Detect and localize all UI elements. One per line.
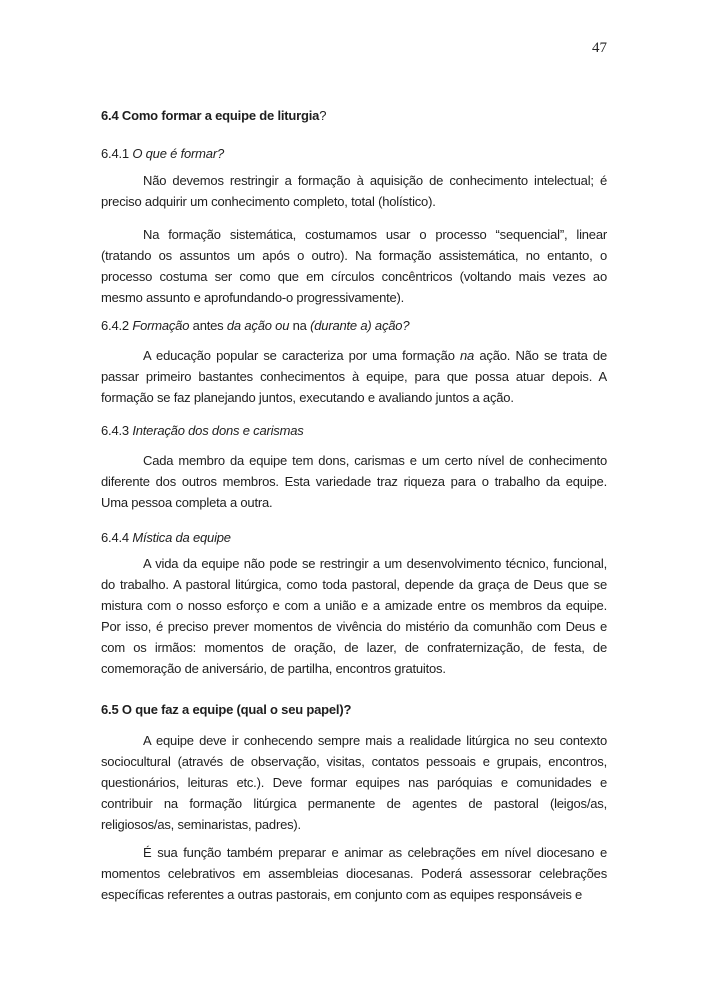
text-run: A equipe deve ir conhecendo sempre mais a realidade litúrgica no seu contexto xyxy=(143,733,607,748)
text-run: mesmo assunto e aprofundando-o progressivamente). xyxy=(101,290,405,305)
paragraph-team-role xyxy=(101,730,607,835)
paragraph-line xyxy=(101,492,607,513)
text-run: A educação popular se caracteriza por uma formação xyxy=(143,348,461,363)
text-run: com os irmãos: momentos de oração, de lazer, de confraternização, de festa, de xyxy=(101,640,607,655)
text-run: (durante a) ação? xyxy=(310,318,410,333)
subsection-heading-6-4-4 xyxy=(101,527,607,548)
text-run: Interação dos dons e carismas xyxy=(132,423,304,438)
paragraph-line xyxy=(101,450,607,471)
text-run: 6.4 Como formar a equipe de liturgia xyxy=(101,108,320,123)
section-heading-6-4 xyxy=(101,105,607,126)
paragraph-line xyxy=(101,658,607,679)
paragraph-line xyxy=(101,884,607,905)
paragraph-line xyxy=(101,191,607,212)
paragraph-gifts-charisms xyxy=(101,450,607,513)
paragraph-formation-intellectual xyxy=(101,170,607,212)
text-run: na xyxy=(289,318,311,333)
paragraph-line xyxy=(101,553,607,574)
text-run: antes xyxy=(189,318,227,333)
text-run: momentos celebrativos em assembleias diocesanas. Poderá assessorar celebrações xyxy=(101,866,607,881)
subsection-heading-6-4-2 xyxy=(101,315,607,336)
text-run: A vida da equipe não pode se restringir a um desenvolvimento técnico, funcional, xyxy=(143,556,607,571)
paragraph-line xyxy=(101,751,607,772)
text-run: na xyxy=(460,348,475,363)
text-run: formação se faz planejando juntos, executando e avaliando juntos a ação. xyxy=(101,390,514,405)
paragraph-line xyxy=(101,345,607,366)
paragraph-systematic-formation xyxy=(101,224,607,308)
text-run: processo costuma ser como que em círculos concêntricos (voltando mais vezes ao xyxy=(101,269,607,284)
paragraph-line xyxy=(101,170,607,191)
text-run: Cada membro da equipe tem dons, carismas e um certo nível de conhecimento xyxy=(143,453,607,468)
paragraph-line xyxy=(101,366,607,387)
paragraph-line xyxy=(101,793,607,814)
paragraph-team-mystique xyxy=(101,553,607,679)
paragraph-line xyxy=(101,574,607,595)
text-run: da ação ou xyxy=(226,318,290,333)
paragraph-line xyxy=(101,842,607,863)
text-run: contribuir na formação litúrgica permanente de agentes de pastoral (leigos/as, xyxy=(101,796,607,811)
text-run: 6.4.2 xyxy=(101,318,133,333)
text-run: comemoração de aniversário, de partilha, encontros gratuitos. xyxy=(101,661,446,676)
paragraph-line xyxy=(101,814,607,835)
paragraph-line xyxy=(101,730,607,751)
text-run: (tratando os assuntos um após o outro). Na formação assistemática, no entanto, o xyxy=(101,248,607,263)
text-run: 6.4.1 xyxy=(101,146,133,161)
subsection-heading-6-4-3 xyxy=(101,420,607,441)
text-run: específicas referentes a outras pastorais, em conjunto com as equipes responsáveis e xyxy=(101,887,583,902)
text-run: do trabalho. A pastoral litúrgica, como toda pastoral, depende da graça de Deus que se xyxy=(101,577,607,592)
text-run: Formação xyxy=(132,318,190,333)
text-run: É sua função também preparar e animar as celebrações em nível diocesano e xyxy=(143,845,607,860)
paragraph-line xyxy=(101,287,607,308)
text-run: 6.4.3 xyxy=(101,423,133,438)
text-run: O que é formar? xyxy=(132,146,224,161)
paragraph-line xyxy=(101,471,607,492)
text-run: Uma pessoa completa a outra. xyxy=(101,495,273,510)
paragraph-line xyxy=(101,387,607,408)
paragraph-line xyxy=(101,224,607,245)
text-run: 6.4.4 xyxy=(101,530,133,545)
paragraph-line xyxy=(101,772,607,793)
paragraph-line xyxy=(101,595,607,616)
text-run: Por isso, é preciso prever momentos de vivência do mistério da comunhão com Deus e xyxy=(101,619,607,634)
text-run: ação. Não se trata de xyxy=(474,348,607,363)
text-run: 6.5 O que faz a equipe (qual o seu papel)? xyxy=(101,702,352,717)
text-run: Na formação sistemática, costumamos usar o processo “sequencial”, linear xyxy=(143,227,607,242)
text-run: ? xyxy=(319,108,327,123)
text-run: passar primeiro bastantes conhecimentos à equipe, para que possa atuar depois. A xyxy=(101,369,607,384)
text-run: sociocultural (através de observação, visitas, contatos pessoais e grupais, encontros, xyxy=(101,754,607,769)
text-run: mistura com o nosso esforço e com a união e a amizade entre os membros da equipe. xyxy=(101,598,607,613)
paragraph-line xyxy=(101,266,607,287)
subsection-heading-6-4-1 xyxy=(101,143,607,164)
text-run: preciso adquirir um conhecimento completo, total (holístico). xyxy=(101,194,436,209)
text-run: Mística da equipe xyxy=(132,530,231,545)
paragraph-diocesan-celebrations xyxy=(101,842,607,905)
page-number: 47 xyxy=(592,40,607,56)
section-heading-6-5 xyxy=(101,699,607,720)
text-run: Não devemos restringir a formação à aquisição de conhecimento intelectual; é xyxy=(143,173,607,188)
paragraph-line xyxy=(101,637,607,658)
paragraph-line xyxy=(101,245,607,266)
paragraph-line xyxy=(101,863,607,884)
paragraph-popular-education xyxy=(101,345,607,408)
text-run: diferente dos outros membros. Esta variedade traz riqueza para o trabalho da equipe. xyxy=(101,474,607,489)
paragraph-line xyxy=(101,616,607,637)
text-run: religiosos/as, seminaristas, padres). xyxy=(101,817,301,832)
text-run: questionários, leituras etc.). Deve formar equipes nas paróquias e comunidades e xyxy=(101,775,607,790)
